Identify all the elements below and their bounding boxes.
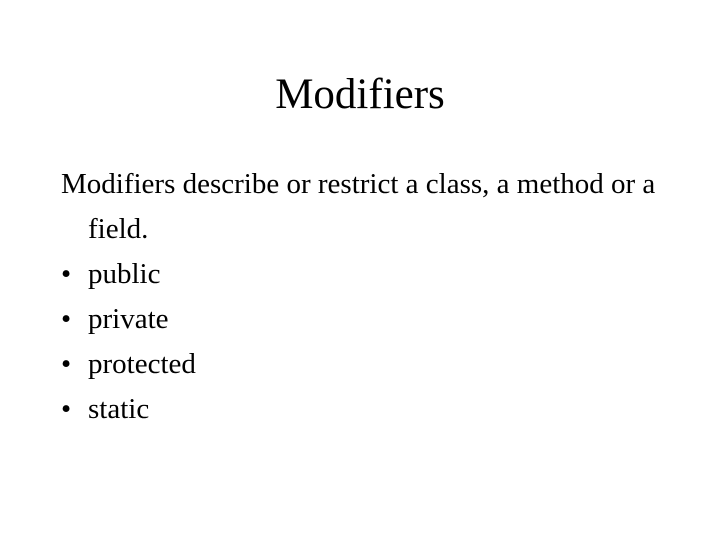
bullet-text: public <box>88 258 161 290</box>
slide-body <box>61 162 681 432</box>
slide-title: Modifiers <box>275 71 445 118</box>
bullet-icon: • <box>61 303 72 335</box>
bullet-icon: • <box>61 348 72 380</box>
bullet-text: static <box>88 393 150 425</box>
bullet-icon: • <box>61 393 72 425</box>
bullet-list <box>61 252 681 432</box>
bullet-item-static <box>61 387 681 432</box>
intro-text: Modifiers describe or restrict a class, a method or a field. <box>61 168 656 245</box>
bullet-text: protected <box>88 348 196 380</box>
bullet-item-protected <box>61 342 681 387</box>
bullet-item-public <box>61 252 681 297</box>
bullet-text: private <box>88 303 169 335</box>
bullet-icon: • <box>61 258 72 290</box>
bullet-item-private <box>61 297 681 342</box>
